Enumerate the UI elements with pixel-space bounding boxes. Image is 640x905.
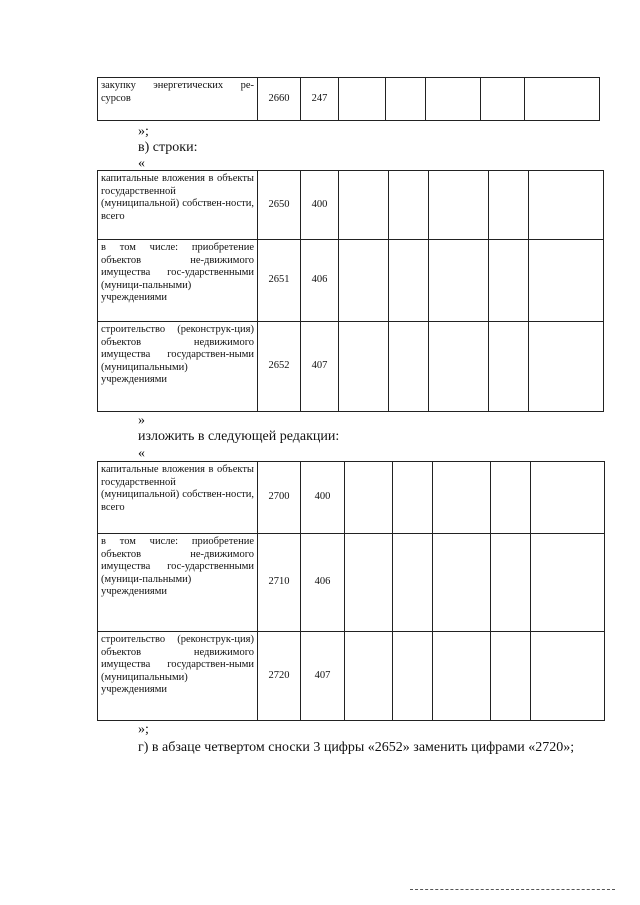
row-line-code: 2720 xyxy=(258,632,301,721)
row-kosgu-code: 406 xyxy=(301,534,345,632)
empty-cell xyxy=(339,78,386,121)
table-row xyxy=(98,322,604,412)
row-kosgu-code: 247 xyxy=(301,78,339,121)
empty-cell xyxy=(489,240,529,322)
empty-cell xyxy=(531,462,605,534)
table-row xyxy=(98,240,604,322)
empty-cell xyxy=(489,171,529,240)
row-description: в том числе: приобретение объектов не-движимого имущества гос-ударственными (муници-пальными) учреждениями xyxy=(98,534,258,632)
row-kosgu-code: 407 xyxy=(301,322,339,412)
empty-cell xyxy=(389,322,429,412)
empty-cell xyxy=(433,462,491,534)
item-v-heading: в) строки: xyxy=(138,140,198,155)
empty-cell xyxy=(393,534,433,632)
table-row xyxy=(98,171,604,240)
closing-quote: » xyxy=(138,413,145,428)
empty-cell xyxy=(529,240,604,322)
row-description: капитальные вложения в объекты государственной (муниципальной) собствен-ности, всего xyxy=(98,171,258,240)
empty-cell xyxy=(339,240,389,322)
empty-cell xyxy=(345,534,393,632)
empty-cell xyxy=(345,462,393,534)
row-kosgu-code: 400 xyxy=(301,171,339,240)
empty-cell xyxy=(531,534,605,632)
empty-cell xyxy=(481,78,525,121)
opening-quote: « xyxy=(138,446,145,461)
empty-cell xyxy=(491,632,531,721)
row-line-code: 2651 xyxy=(258,240,301,322)
closing-quote: »; xyxy=(138,722,149,737)
empty-cell xyxy=(491,462,531,534)
table-row xyxy=(98,534,605,632)
empty-cell xyxy=(339,171,389,240)
table-row xyxy=(98,78,600,121)
empty-cell xyxy=(429,322,489,412)
row-line-code: 2700 xyxy=(258,462,301,534)
row-description: в том числе: приобретение объектов не-движимого имущества гос-ударственными (муници-пальными) учреждениями xyxy=(98,240,258,322)
empty-cell xyxy=(389,171,429,240)
empty-cell xyxy=(389,240,429,322)
table-old-rows xyxy=(97,170,604,412)
row-kosgu-code: 406 xyxy=(301,240,339,322)
empty-cell xyxy=(433,534,491,632)
row-line-code: 2650 xyxy=(258,171,301,240)
redaction-heading: изложить в следующей редакции: xyxy=(138,429,340,444)
row-kosgu-code: 407 xyxy=(301,632,345,721)
empty-cell xyxy=(491,534,531,632)
closing-quote: »; xyxy=(138,124,149,139)
row-line-code: 2660 xyxy=(258,78,301,121)
table-new-rows xyxy=(97,461,605,721)
empty-cell xyxy=(386,78,426,121)
empty-cell xyxy=(529,171,604,240)
empty-cell xyxy=(429,240,489,322)
item-g-paragraph: г) в абзаце четвертом сноски 3 цифры «2652» заменить цифрами «2720»; xyxy=(138,740,575,755)
empty-cell xyxy=(345,632,393,721)
empty-cell xyxy=(429,171,489,240)
row-line-code: 2710 xyxy=(258,534,301,632)
empty-cell xyxy=(433,632,491,721)
row-description: капитальные вложения в объекты государственной (муниципальной) собствен-ности, всего xyxy=(98,462,258,534)
empty-cell xyxy=(531,632,605,721)
table-energy-resources xyxy=(97,77,600,121)
row-description: строительство (реконструк-ция) объектов недвижимого имущества государствен-ными (муниципальными) учреждениями xyxy=(98,632,258,721)
row-line-code: 2652 xyxy=(258,322,301,412)
empty-cell xyxy=(489,322,529,412)
empty-cell xyxy=(525,78,600,121)
table-row xyxy=(98,462,605,534)
row-kosgu-code: 400 xyxy=(301,462,345,534)
empty-cell xyxy=(426,78,481,121)
table-row xyxy=(98,632,605,721)
empty-cell xyxy=(393,462,433,534)
empty-cell xyxy=(393,632,433,721)
row-description: строительство (реконструк-ция) объектов недвижимого имущества государствен-ными (муниципальными) учреждениями xyxy=(98,322,258,412)
footer-divider xyxy=(410,889,615,890)
empty-cell xyxy=(339,322,389,412)
row-description: закупку энергетических ре-сурсов xyxy=(98,78,258,121)
opening-quote: « xyxy=(138,156,145,171)
empty-cell xyxy=(529,322,604,412)
